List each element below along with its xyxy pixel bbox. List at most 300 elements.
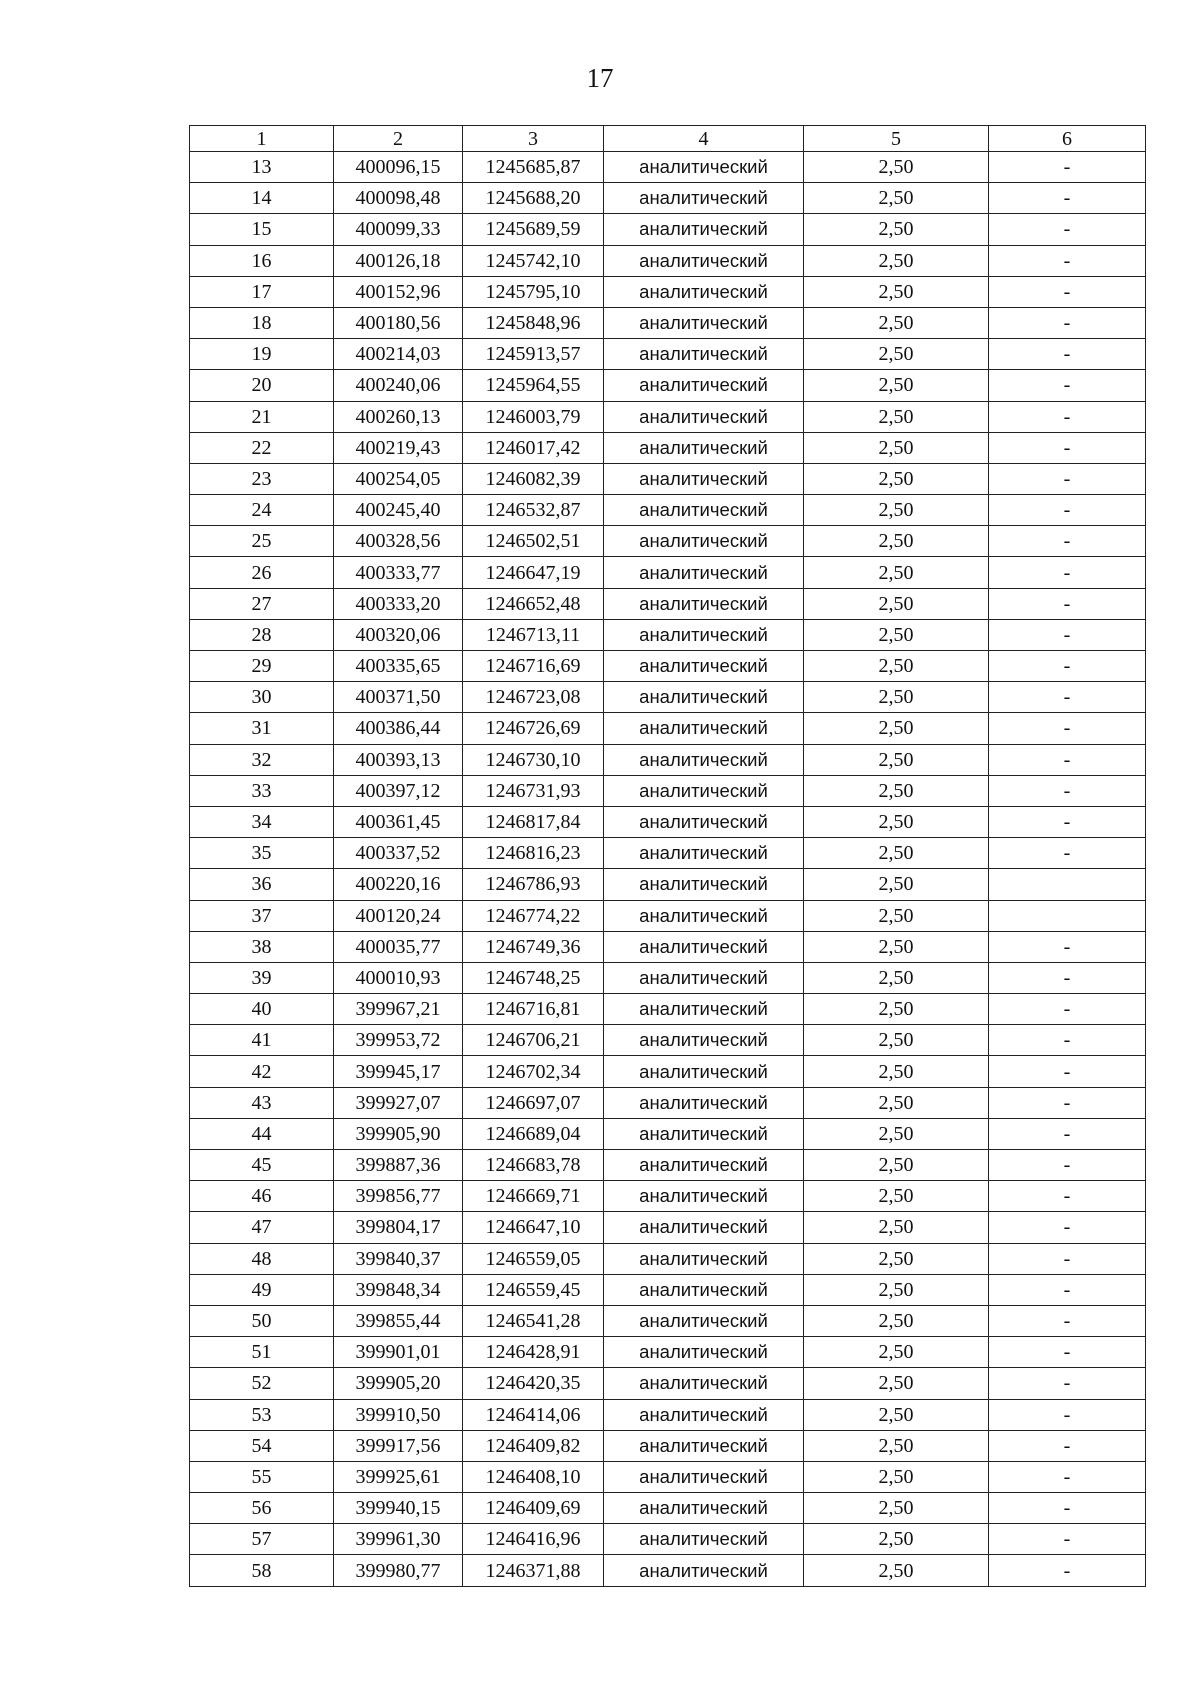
point-number-cell: 42 (190, 1056, 334, 1087)
accuracy-cell: 2,50 (804, 713, 989, 744)
accuracy-cell: 2,50 (804, 619, 989, 650)
x-coordinate-cell: 399940,15 (334, 1493, 463, 1524)
table-row (190, 370, 1146, 401)
table-row (190, 619, 1146, 650)
note-cell: - (989, 838, 1146, 869)
point-number-cell: 56 (190, 1493, 334, 1524)
point-number-cell: 22 (190, 432, 334, 463)
method-cell: аналитический (604, 401, 804, 432)
y-coordinate-cell: 1246730,10 (463, 744, 604, 775)
table-row (190, 651, 1146, 682)
note-cell: - (989, 1399, 1146, 1430)
note-cell: - (989, 1087, 1146, 1118)
method-cell: аналитический (604, 1056, 804, 1087)
point-number-cell: 46 (190, 1181, 334, 1212)
note-cell: - (989, 1555, 1146, 1586)
point-number-cell: 17 (190, 276, 334, 307)
x-coordinate-cell: 399901,01 (334, 1337, 463, 1368)
method-cell: аналитический (604, 931, 804, 962)
y-coordinate-cell: 1246409,69 (463, 1493, 604, 1524)
accuracy-cell: 2,50 (804, 1150, 989, 1181)
accuracy-cell: 2,50 (804, 214, 989, 245)
table-row (190, 1368, 1146, 1399)
table-row (190, 806, 1146, 837)
note-cell: - (989, 1368, 1146, 1399)
x-coordinate-cell: 399927,07 (334, 1087, 463, 1118)
x-coordinate-cell: 400245,40 (334, 495, 463, 526)
accuracy-cell: 2,50 (804, 1430, 989, 1461)
accuracy-cell: 2,50 (804, 1212, 989, 1243)
method-cell: аналитический (604, 900, 804, 931)
x-coordinate-cell: 400337,52 (334, 838, 463, 869)
x-coordinate-cell: 399905,90 (334, 1118, 463, 1149)
note-cell: - (989, 463, 1146, 494)
note-cell (989, 869, 1146, 900)
y-coordinate-cell: 1246697,07 (463, 1087, 604, 1118)
table-row (190, 557, 1146, 588)
point-number-cell: 50 (190, 1305, 334, 1336)
note-cell: - (989, 1150, 1146, 1181)
method-cell: аналитический (604, 588, 804, 619)
note-cell: - (989, 152, 1146, 183)
column-header-6: 6 (989, 126, 1146, 152)
x-coordinate-cell: 400335,65 (334, 651, 463, 682)
accuracy-cell: 2,50 (804, 245, 989, 276)
point-number-cell: 27 (190, 588, 334, 619)
point-number-cell: 55 (190, 1461, 334, 1492)
y-coordinate-cell: 1246652,48 (463, 588, 604, 619)
x-coordinate-cell: 399840,37 (334, 1243, 463, 1274)
table-row (190, 1118, 1146, 1149)
table-row (190, 1212, 1146, 1243)
header-row (190, 126, 1146, 152)
method-cell: аналитический (604, 1493, 804, 1524)
table-row (190, 1305, 1146, 1336)
note-cell: - (989, 1337, 1146, 1368)
point-number-cell: 23 (190, 463, 334, 494)
table-row (190, 682, 1146, 713)
y-coordinate-cell: 1245848,96 (463, 307, 604, 338)
x-coordinate-cell: 400035,77 (334, 931, 463, 962)
table-row (190, 1087, 1146, 1118)
table-row (190, 152, 1146, 183)
point-number-cell: 19 (190, 339, 334, 370)
y-coordinate-cell: 1246748,25 (463, 962, 604, 993)
point-number-cell: 39 (190, 962, 334, 993)
accuracy-cell: 2,50 (804, 307, 989, 338)
method-cell: аналитический (604, 1555, 804, 1586)
method-cell: аналитический (604, 1087, 804, 1118)
accuracy-cell: 2,50 (804, 1118, 989, 1149)
y-coordinate-cell: 1246371,88 (463, 1555, 604, 1586)
method-cell: аналитический (604, 1337, 804, 1368)
x-coordinate-cell: 400320,06 (334, 619, 463, 650)
x-coordinate-cell: 400096,15 (334, 152, 463, 183)
point-number-cell: 35 (190, 838, 334, 869)
y-coordinate-cell: 1246723,08 (463, 682, 604, 713)
note-cell: - (989, 214, 1146, 245)
note-cell: - (989, 619, 1146, 650)
y-coordinate-cell: 1246647,19 (463, 557, 604, 588)
method-cell: аналитический (604, 495, 804, 526)
point-number-cell: 53 (190, 1399, 334, 1430)
accuracy-cell: 2,50 (804, 276, 989, 307)
point-number-cell: 51 (190, 1337, 334, 1368)
accuracy-cell: 2,50 (804, 183, 989, 214)
method-cell: аналитический (604, 1399, 804, 1430)
note-cell (989, 900, 1146, 931)
point-number-cell: 49 (190, 1274, 334, 1305)
table-row (190, 245, 1146, 276)
note-cell: - (989, 931, 1146, 962)
x-coordinate-cell: 399848,34 (334, 1274, 463, 1305)
x-coordinate-cell: 400180,56 (334, 307, 463, 338)
note-cell: - (989, 775, 1146, 806)
accuracy-cell: 2,50 (804, 1181, 989, 1212)
x-coordinate-cell: 400010,93 (334, 962, 463, 993)
note-cell: - (989, 526, 1146, 557)
accuracy-cell: 2,50 (804, 152, 989, 183)
accuracy-cell: 2,50 (804, 869, 989, 900)
method-cell: аналитический (604, 307, 804, 338)
point-number-cell: 14 (190, 183, 334, 214)
point-number-cell: 38 (190, 931, 334, 962)
table-row (190, 1337, 1146, 1368)
x-coordinate-cell: 400099,33 (334, 214, 463, 245)
note-cell: - (989, 1243, 1146, 1274)
table-body (190, 152, 1146, 1587)
method-cell: аналитический (604, 1243, 804, 1274)
note-cell: - (989, 370, 1146, 401)
table-row (190, 1524, 1146, 1555)
x-coordinate-cell: 399945,17 (334, 1056, 463, 1087)
method-cell: аналитический (604, 245, 804, 276)
method-cell: аналитический (604, 1118, 804, 1149)
table-row (190, 1025, 1146, 1056)
table-row (190, 1181, 1146, 1212)
note-cell: - (989, 183, 1146, 214)
point-number-cell: 18 (190, 307, 334, 338)
point-number-cell: 58 (190, 1555, 334, 1586)
y-coordinate-cell: 1246409,82 (463, 1430, 604, 1461)
y-coordinate-cell: 1246017,42 (463, 432, 604, 463)
point-number-cell: 48 (190, 1243, 334, 1274)
accuracy-cell: 2,50 (804, 1243, 989, 1274)
note-cell: - (989, 245, 1146, 276)
method-cell: аналитический (604, 1368, 804, 1399)
y-coordinate-cell: 1246716,69 (463, 651, 604, 682)
table-header (190, 126, 1146, 152)
method-cell: аналитический (604, 1524, 804, 1555)
point-number-cell: 21 (190, 401, 334, 432)
accuracy-cell: 2,50 (804, 339, 989, 370)
method-cell: аналитический (604, 526, 804, 557)
y-coordinate-cell: 1246647,10 (463, 1212, 604, 1243)
note-cell: - (989, 1274, 1146, 1305)
table-row (190, 214, 1146, 245)
point-number-cell: 31 (190, 713, 334, 744)
accuracy-cell: 2,50 (804, 1056, 989, 1087)
y-coordinate-cell: 1246532,87 (463, 495, 604, 526)
table-row (190, 432, 1146, 463)
method-cell: аналитический (604, 1025, 804, 1056)
point-number-cell: 36 (190, 869, 334, 900)
note-cell: - (989, 495, 1146, 526)
accuracy-cell: 2,50 (804, 900, 989, 931)
column-header-2: 2 (334, 126, 463, 152)
y-coordinate-cell: 1246774,22 (463, 900, 604, 931)
table-row (190, 1461, 1146, 1492)
method-cell: аналитический (604, 713, 804, 744)
point-number-cell: 57 (190, 1524, 334, 1555)
table-row (190, 339, 1146, 370)
column-header-1: 1 (190, 126, 334, 152)
y-coordinate-cell: 1245742,10 (463, 245, 604, 276)
coordinates-table (189, 125, 1146, 1587)
table-row (190, 900, 1146, 931)
table-row (190, 838, 1146, 869)
x-coordinate-cell: 399887,36 (334, 1150, 463, 1181)
x-coordinate-cell: 400120,24 (334, 900, 463, 931)
y-coordinate-cell: 1246683,78 (463, 1150, 604, 1181)
method-cell: аналитический (604, 370, 804, 401)
y-coordinate-cell: 1246502,51 (463, 526, 604, 557)
method-cell: аналитический (604, 1212, 804, 1243)
method-cell: аналитический (604, 1430, 804, 1461)
method-cell: аналитический (604, 1305, 804, 1336)
method-cell: аналитический (604, 806, 804, 837)
point-number-cell: 33 (190, 775, 334, 806)
point-number-cell: 52 (190, 1368, 334, 1399)
x-coordinate-cell: 399905,20 (334, 1368, 463, 1399)
table-row (190, 713, 1146, 744)
accuracy-cell: 2,50 (804, 432, 989, 463)
page-number: 17 (586, 63, 614, 93)
y-coordinate-cell: 1246706,21 (463, 1025, 604, 1056)
note-cell: - (989, 1493, 1146, 1524)
x-coordinate-cell: 399961,30 (334, 1524, 463, 1555)
method-cell: аналитический (604, 994, 804, 1025)
y-coordinate-cell: 1246428,91 (463, 1337, 604, 1368)
method-cell: аналитический (604, 744, 804, 775)
point-number-cell: 37 (190, 900, 334, 931)
method-cell: аналитический (604, 432, 804, 463)
accuracy-cell: 2,50 (804, 1368, 989, 1399)
method-cell: аналитический (604, 775, 804, 806)
y-coordinate-cell: 1246669,71 (463, 1181, 604, 1212)
note-cell: - (989, 994, 1146, 1025)
accuracy-cell: 2,50 (804, 1524, 989, 1555)
y-coordinate-cell: 1246559,05 (463, 1243, 604, 1274)
table-row (190, 1493, 1146, 1524)
accuracy-cell: 2,50 (804, 370, 989, 401)
accuracy-cell: 2,50 (804, 994, 989, 1025)
note-cell: - (989, 962, 1146, 993)
note-cell: - (989, 651, 1146, 682)
note-cell: - (989, 744, 1146, 775)
note-cell: - (989, 588, 1146, 619)
method-cell: аналитический (604, 1181, 804, 1212)
accuracy-cell: 2,50 (804, 495, 989, 526)
y-coordinate-cell: 1246416,96 (463, 1524, 604, 1555)
x-coordinate-cell: 399967,21 (334, 994, 463, 1025)
note-cell: - (989, 1430, 1146, 1461)
y-coordinate-cell: 1246414,06 (463, 1399, 604, 1430)
x-coordinate-cell: 400328,56 (334, 526, 463, 557)
table-row (190, 183, 1146, 214)
table-row (190, 276, 1146, 307)
y-coordinate-cell: 1246559,45 (463, 1274, 604, 1305)
point-number-cell: 25 (190, 526, 334, 557)
point-number-cell: 43 (190, 1087, 334, 1118)
point-number-cell: 45 (190, 1150, 334, 1181)
table-row (190, 495, 1146, 526)
y-coordinate-cell: 1245795,10 (463, 276, 604, 307)
accuracy-cell: 2,50 (804, 682, 989, 713)
point-number-cell: 20 (190, 370, 334, 401)
y-coordinate-cell: 1246082,39 (463, 463, 604, 494)
table-row (190, 1274, 1146, 1305)
table-row (190, 869, 1146, 900)
point-number-cell: 54 (190, 1430, 334, 1461)
note-cell: - (989, 276, 1146, 307)
point-number-cell: 29 (190, 651, 334, 682)
x-coordinate-cell: 400386,44 (334, 713, 463, 744)
accuracy-cell: 2,50 (804, 401, 989, 432)
note-cell: - (989, 1524, 1146, 1555)
y-coordinate-cell: 1246716,81 (463, 994, 604, 1025)
x-coordinate-cell: 400393,13 (334, 744, 463, 775)
method-cell: аналитический (604, 463, 804, 494)
x-coordinate-cell: 400219,43 (334, 432, 463, 463)
x-coordinate-cell: 400126,18 (334, 245, 463, 276)
x-coordinate-cell: 399855,44 (334, 1305, 463, 1336)
note-cell: - (989, 1461, 1146, 1492)
x-coordinate-cell: 400254,05 (334, 463, 463, 494)
note-cell: - (989, 806, 1146, 837)
method-cell: аналитический (604, 214, 804, 245)
point-number-cell: 16 (190, 245, 334, 276)
x-coordinate-cell: 400220,16 (334, 869, 463, 900)
method-cell: аналитический (604, 962, 804, 993)
method-cell: аналитический (604, 339, 804, 370)
y-coordinate-cell: 1246749,36 (463, 931, 604, 962)
table-row (190, 1430, 1146, 1461)
y-coordinate-cell: 1246702,34 (463, 1056, 604, 1087)
point-number-cell: 44 (190, 1118, 334, 1149)
table-row (190, 526, 1146, 557)
table-row (190, 744, 1146, 775)
note-cell: - (989, 1118, 1146, 1149)
point-number-cell: 13 (190, 152, 334, 183)
note-cell: - (989, 1181, 1146, 1212)
accuracy-cell: 2,50 (804, 744, 989, 775)
table-row (190, 1399, 1146, 1430)
accuracy-cell: 2,50 (804, 557, 989, 588)
accuracy-cell: 2,50 (804, 1493, 989, 1524)
table-row (190, 401, 1146, 432)
point-number-cell: 26 (190, 557, 334, 588)
y-coordinate-cell: 1246816,23 (463, 838, 604, 869)
x-coordinate-cell: 400397,12 (334, 775, 463, 806)
y-coordinate-cell: 1246786,93 (463, 869, 604, 900)
accuracy-cell: 2,50 (804, 1337, 989, 1368)
y-coordinate-cell: 1245913,57 (463, 339, 604, 370)
table-row (190, 463, 1146, 494)
y-coordinate-cell: 1246420,35 (463, 1368, 604, 1399)
accuracy-cell: 2,50 (804, 775, 989, 806)
x-coordinate-cell: 400152,96 (334, 276, 463, 307)
x-coordinate-cell: 400361,45 (334, 806, 463, 837)
accuracy-cell: 2,50 (804, 931, 989, 962)
note-cell: - (989, 682, 1146, 713)
note-cell: - (989, 1212, 1146, 1243)
accuracy-cell: 2,50 (804, 651, 989, 682)
table-row (190, 1555, 1146, 1586)
x-coordinate-cell: 399910,50 (334, 1399, 463, 1430)
table-row (190, 1243, 1146, 1274)
note-cell: - (989, 1056, 1146, 1087)
method-cell: аналитический (604, 838, 804, 869)
x-coordinate-cell: 399925,61 (334, 1461, 463, 1492)
table-row (190, 1150, 1146, 1181)
y-coordinate-cell: 1246003,79 (463, 401, 604, 432)
accuracy-cell: 2,50 (804, 1274, 989, 1305)
table-row (190, 962, 1146, 993)
note-cell: - (989, 1025, 1146, 1056)
method-cell: аналитический (604, 183, 804, 214)
table-row (190, 588, 1146, 619)
accuracy-cell: 2,50 (804, 962, 989, 993)
accuracy-cell: 2,50 (804, 588, 989, 619)
method-cell: аналитический (604, 682, 804, 713)
point-number-cell: 32 (190, 744, 334, 775)
y-coordinate-cell: 1245688,20 (463, 183, 604, 214)
accuracy-cell: 2,50 (804, 838, 989, 869)
table-row (190, 1056, 1146, 1087)
x-coordinate-cell: 399804,17 (334, 1212, 463, 1243)
accuracy-cell: 2,50 (804, 806, 989, 837)
y-coordinate-cell: 1245964,55 (463, 370, 604, 401)
accuracy-cell: 2,50 (804, 463, 989, 494)
x-coordinate-cell: 400371,50 (334, 682, 463, 713)
x-coordinate-cell: 400214,03 (334, 339, 463, 370)
accuracy-cell: 2,50 (804, 526, 989, 557)
x-coordinate-cell: 399980,77 (334, 1555, 463, 1586)
point-number-cell: 34 (190, 806, 334, 837)
y-coordinate-cell: 1246541,28 (463, 1305, 604, 1336)
y-coordinate-cell: 1246713,11 (463, 619, 604, 650)
method-cell: аналитический (604, 651, 804, 682)
table-row (190, 307, 1146, 338)
y-coordinate-cell: 1246817,84 (463, 806, 604, 837)
point-number-cell: 41 (190, 1025, 334, 1056)
accuracy-cell: 2,50 (804, 1399, 989, 1430)
point-number-cell: 28 (190, 619, 334, 650)
y-coordinate-cell: 1245685,87 (463, 152, 604, 183)
point-number-cell: 24 (190, 495, 334, 526)
accuracy-cell: 2,50 (804, 1555, 989, 1586)
note-cell: - (989, 713, 1146, 744)
column-header-3: 3 (463, 126, 604, 152)
x-coordinate-cell: 400333,20 (334, 588, 463, 619)
note-cell: - (989, 1305, 1146, 1336)
point-number-cell: 15 (190, 214, 334, 245)
x-coordinate-cell: 400333,77 (334, 557, 463, 588)
method-cell: аналитический (604, 869, 804, 900)
column-header-4: 4 (604, 126, 804, 152)
point-number-cell: 47 (190, 1212, 334, 1243)
